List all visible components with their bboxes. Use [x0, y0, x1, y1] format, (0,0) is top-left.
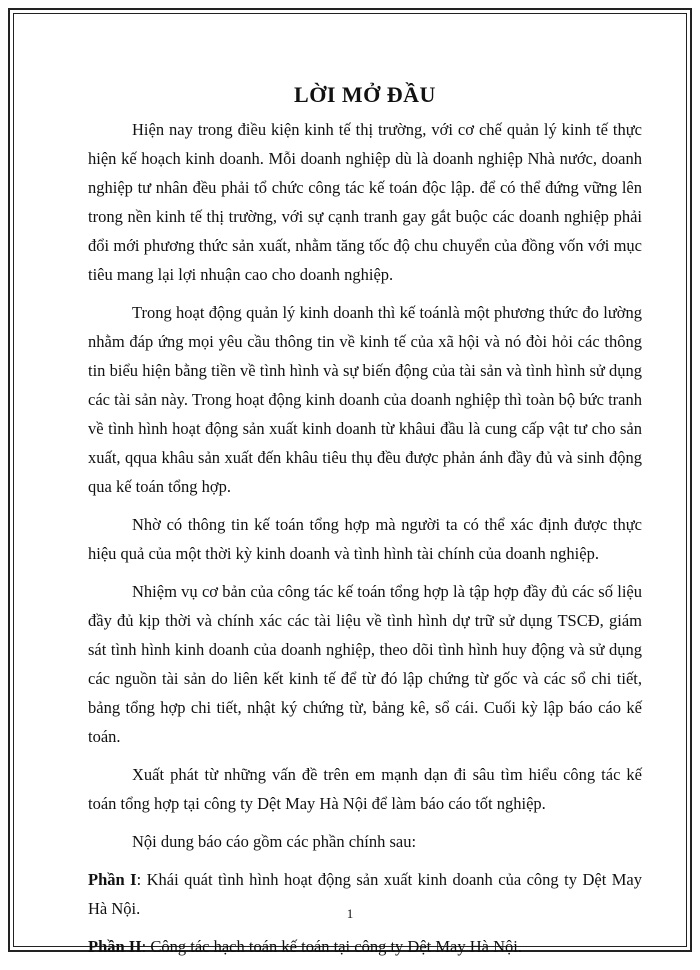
document-title: LỜI MỞ ĐẦU: [294, 82, 436, 107]
paragraph-3: Nhờ có thông tin kế toán tổng hợp mà người ta có thể xác định được thực hiệu quả của một thời kỳ kinh doanh và tình hình tài chính của doanh nghiệp.: [88, 515, 642, 563]
paragraph-2: Trong hoạt động quản lý kinh doanh thì kế toánlà một phương thức đo lường nhằm đáp ứng mọi yêu cầu thông tin về kinh tế của xã hội và nó đòi hỏi các thông tin biểu hiện bằng tiền về tình hình và sự biến động của tài sản và tình hình sử dụng các tài sản này. Trong hoạt động kinh doanh của doanh nghiệp thì toàn bộ bức tranh về tình hình hoạt động sản xuất kinh doanh từ khâui đầu là cung cấp vật tư cho sản xuất, qqua khâu sản xuất đến khâu tiêu thụ đều được phản ánh đầy đủ và sinh động qua kế toán tổng hợp.: [88, 303, 642, 496]
document-body: [88, 80, 642, 970]
part-1-label: Phần I: [88, 870, 137, 889]
part-1-text: : Khái quát tình hình hoạt động sản xuất kinh doanh của công ty Dệt May Hà Nội.: [88, 870, 642, 918]
part-2-label: Phần II: [88, 937, 142, 956]
part-2-text: : Công tác hạch toán kế toán tại công ty Dệt May Hà Nội.: [141, 937, 522, 956]
page-number: 1: [346, 906, 354, 921]
paragraph-6: Nội dung báo cáo gồm các phần chính sau:: [132, 832, 417, 851]
paragraph-1: Hiện nay trong điều kiện kinh tế thị trường, với cơ chế quản lý kinh tế thực hiện kế hoạch kinh doanh. Mỗi doanh nghiệp dù là doanh nghiệp Nhà nước, doanh nghiệp tư nhân đều phải tổ chức công tác kế toán độc lập. để có thể đứng vững lên trong nền kinh tế thị trường, với sự cạnh tranh gay gắt buộc các doanh nghiệp phải đổi mới phương thức sản xuất, nhằm tăng tốc độ chu chuyển của đồng vốn với mục tiêu mang lại lợi nhuận cao cho doanh nghiệp.: [88, 120, 642, 284]
paragraph-5: Xuất phát từ những vấn đề trên em mạnh dạn đi sâu tìm hiểu công tác kế toán tổng hợp tại công ty Dệt May Hà Nội để làm báo cáo tốt nghiệp.: [88, 765, 642, 813]
part-2: [88, 932, 642, 961]
paragraph-4: Nhiệm vụ cơ bản của công tác kế toán tổng hợp là tập hợp đầy đủ các số liệu đầy đủ kịp thời và chính xác các tài liệu về tình hình dự trữ sử dụng TSCĐ, giám sát tình hình kinh doanh của doanh nghiệp, theo dõi tình hình huy động và sử dụng các nguồn tài sản do liên kết kinh tế để từ đó lập chứng từ gốc và các sổ chi tiết, bảng tổng hợp chi tiết, nhật ký chứng từ, bảng kê, sổ cái. Cuối kỳ lập báo cáo kế toán.: [88, 582, 642, 746]
